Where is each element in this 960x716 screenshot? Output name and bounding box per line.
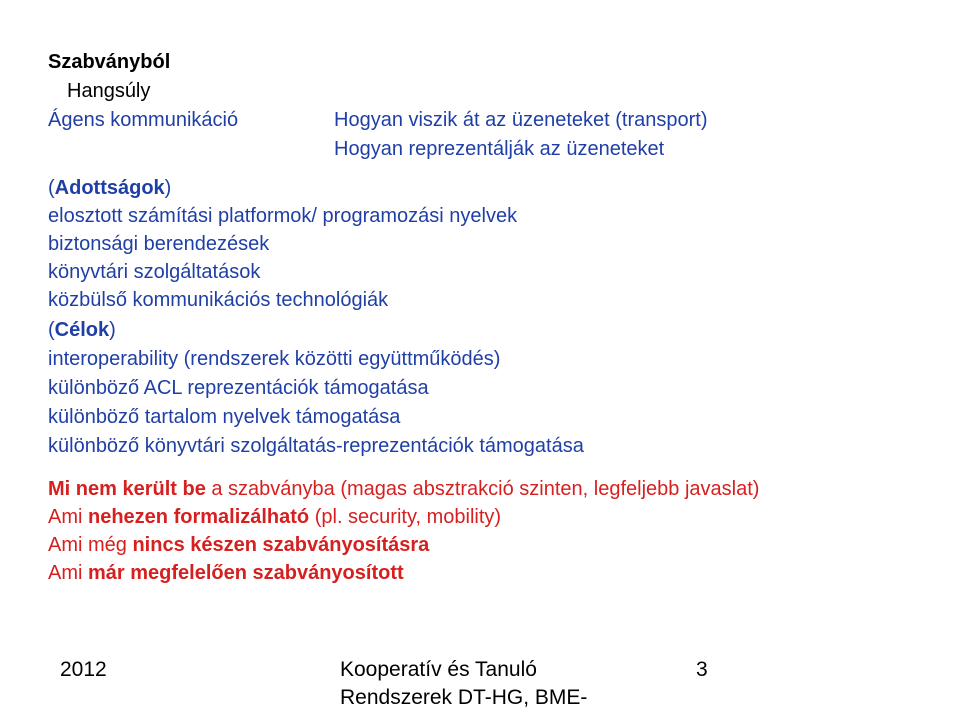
paren-close: ) — [109, 319, 116, 341]
transport-line: Hogyan viszik át az üzeneteket (transport) — [334, 109, 708, 131]
goal-item: különböző könyvtári szolgáltatás-reprezentációk támogatása — [48, 435, 584, 457]
capabilities-heading — [48, 176, 171, 200]
agent-communication-label: Ágens kommunikáció — [48, 109, 239, 131]
representation-line: Hogyan reprezentálják az üzeneteket — [334, 138, 665, 160]
footer-title-line2: Rendszerek DT-HG, BME- — [340, 686, 588, 709]
paren-close: ) — [164, 177, 172, 199]
line-prefix: Ami — [48, 562, 88, 584]
not-ready-bold: nincs készen szabványosításra — [132, 534, 430, 556]
not-included-rest: a szabványba (magas absztrakció szinten, legfeljebb javaslat) — [205, 478, 760, 500]
goal-item: interoperability (rendszerek közötti együttműködés) — [48, 348, 501, 370]
capability-item: biztonsági berendezések — [48, 233, 270, 255]
slide-heading: Szabványból — [48, 51, 171, 73]
not-included-bold: Mi nem került be — [48, 478, 206, 500]
hard-to-formalize-line — [48, 505, 501, 529]
paren-open: ( — [48, 319, 55, 341]
goal-item: különböző ACL reprezentációk támogatása — [48, 377, 429, 399]
goal-item: különböző tartalom nyelvek támogatása — [48, 406, 401, 428]
capabilities-title: Adottságok — [54, 177, 165, 199]
footer-year: 2012 — [60, 658, 107, 681]
not-ready-line — [48, 533, 429, 557]
already-standardized-line — [48, 561, 404, 585]
footer-title-line1: Kooperatív és Tanuló — [340, 658, 537, 681]
not-included-line — [48, 477, 759, 501]
line-rest: (pl. security, mobility) — [309, 506, 502, 528]
paren-open: ( — [48, 177, 55, 199]
capability-item: elosztott számítási platformok/ programozási nyelvek — [48, 205, 518, 227]
goals-heading — [48, 318, 116, 342]
capability-item: közbülső kommunikációs technológiák — [48, 289, 389, 311]
goals-title: Célok — [54, 319, 110, 341]
line-prefix: Ami még — [48, 534, 133, 556]
already-standardized-bold: már megfelelően szabványosított — [88, 562, 404, 584]
emphasis-label: Hangsúly — [67, 80, 151, 102]
page-number: 3 — [696, 658, 708, 681]
hard-to-formalize-bold: nehezen formalizálható — [88, 506, 310, 528]
capability-item: könyvtári szolgáltatások — [48, 261, 261, 283]
line-prefix: Ami — [48, 506, 88, 528]
